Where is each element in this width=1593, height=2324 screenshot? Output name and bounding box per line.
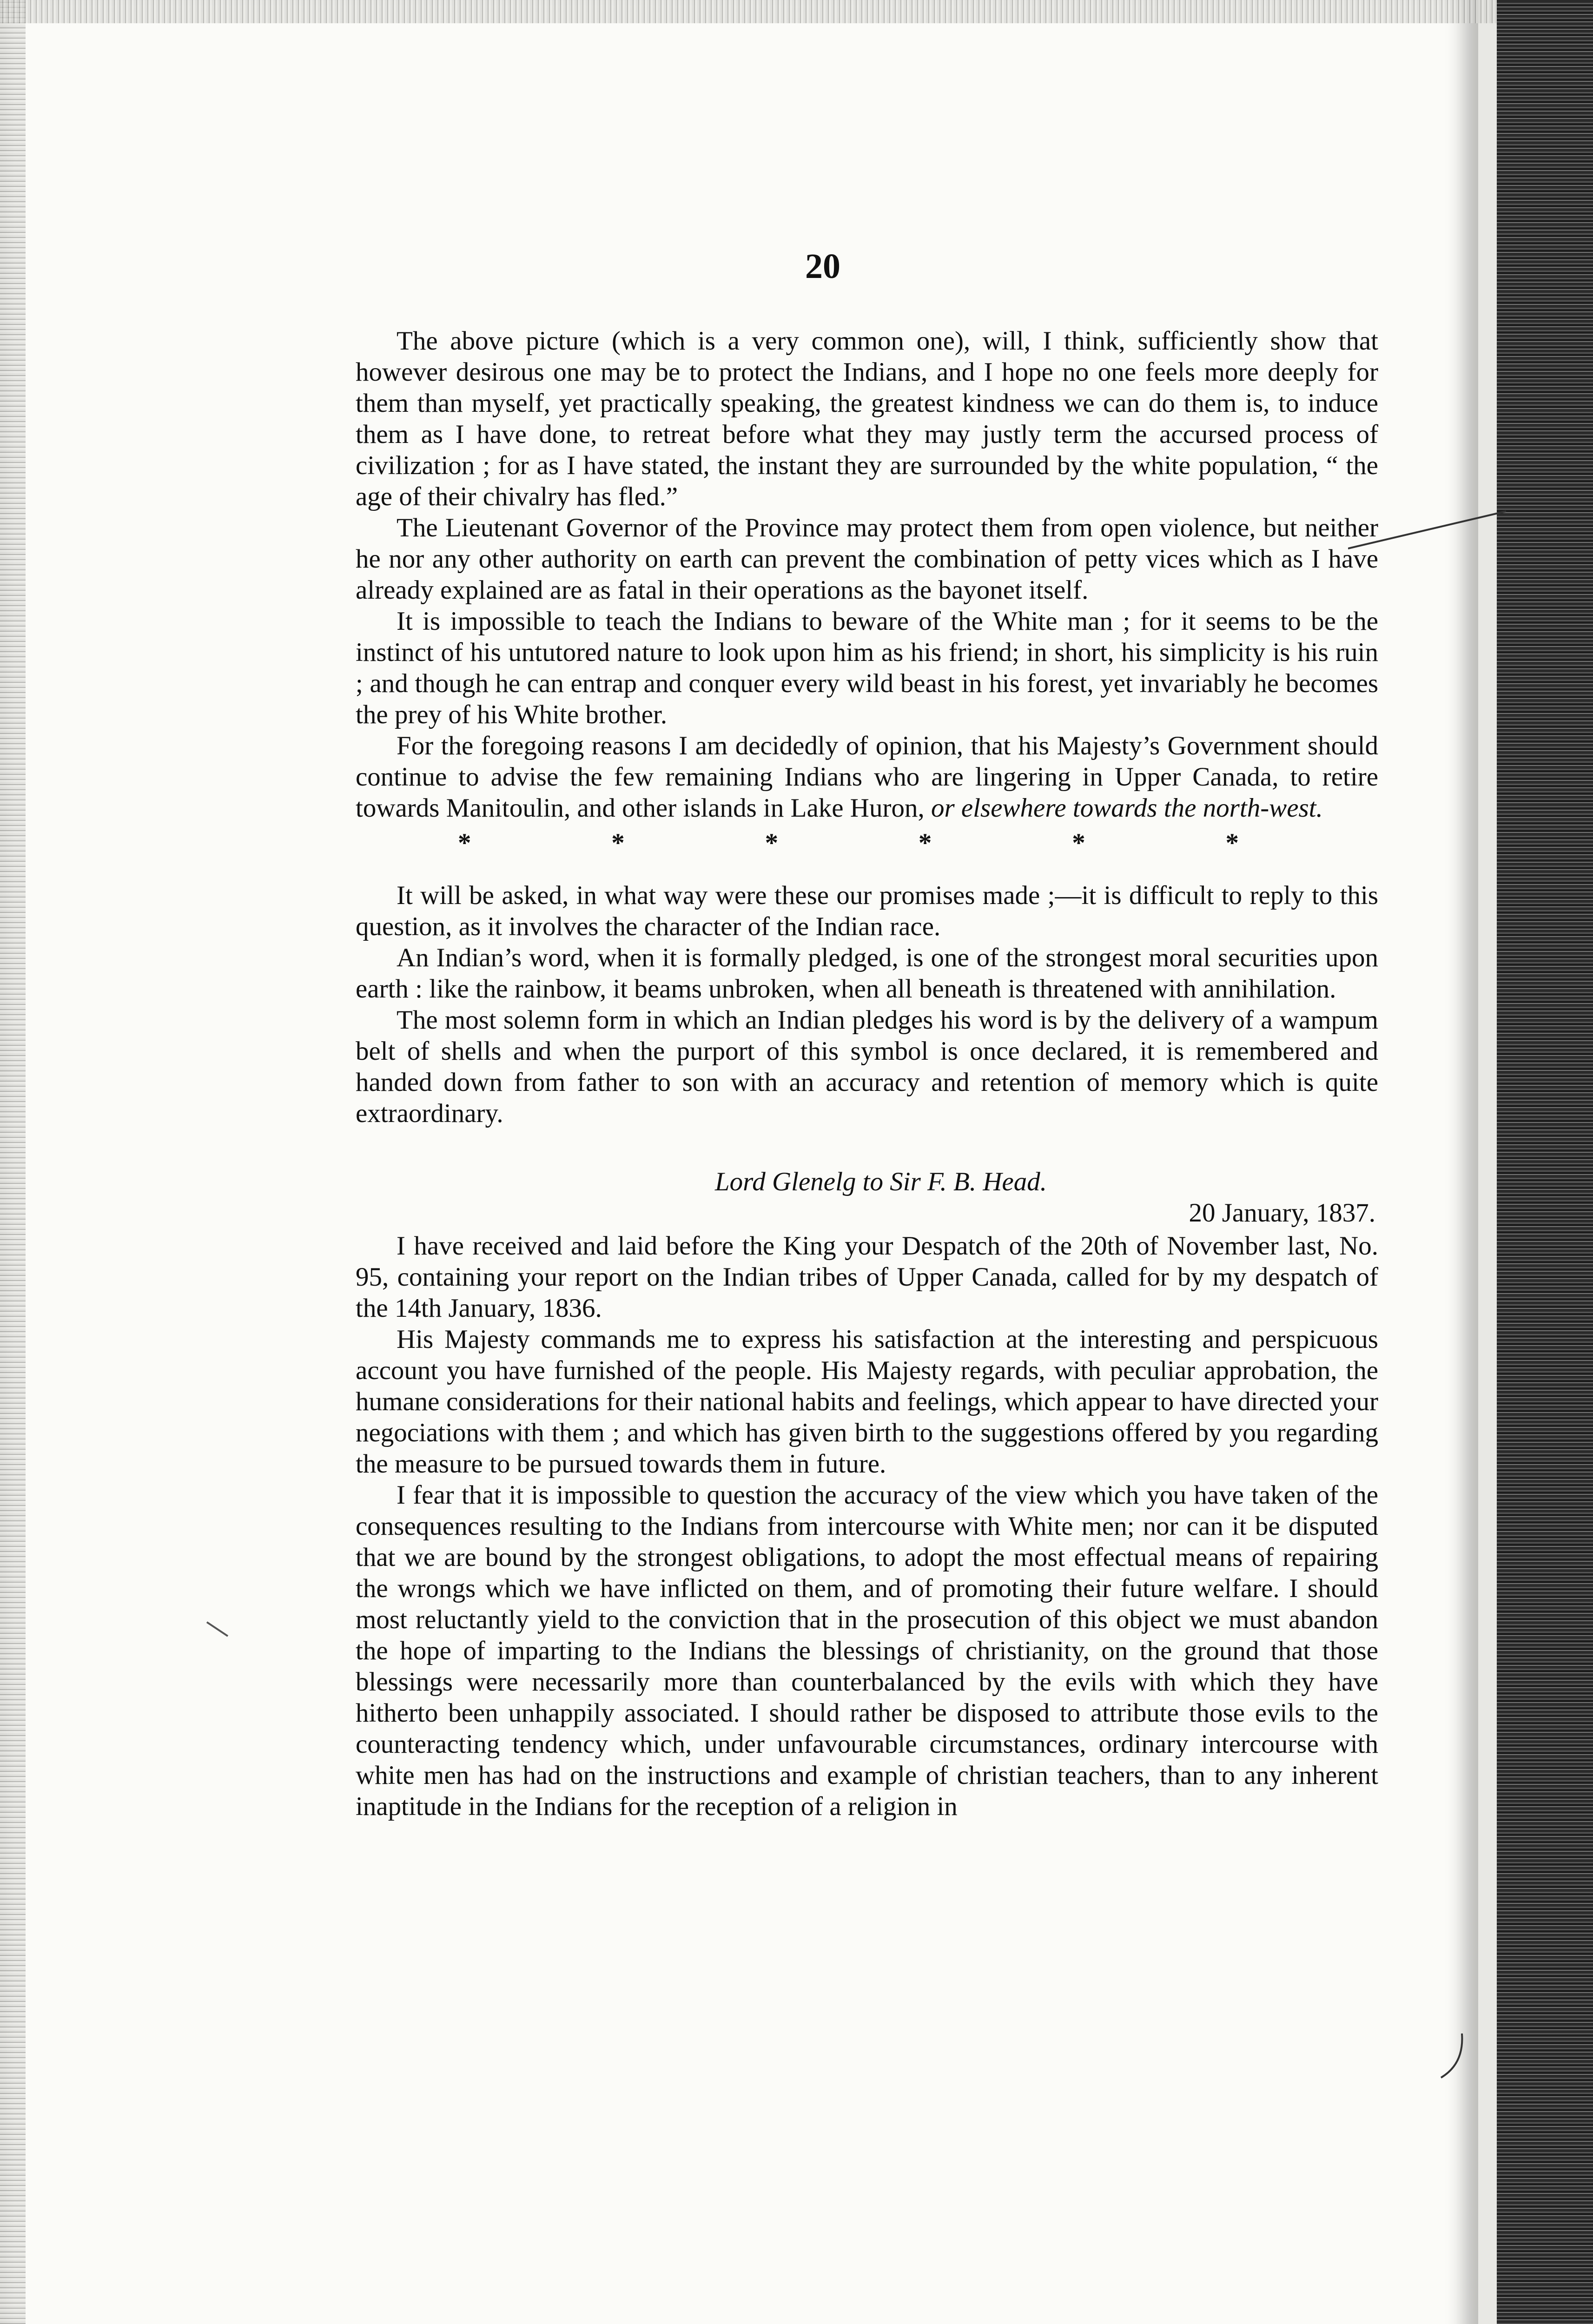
paragraph: I have received and laid before the King your Despatch of the 20th of November last, No. 95, containing your report on the Indian tribes of Upper Canada, called for by my despatch of the 14th January, 1836.	[356, 1231, 1378, 1323]
margin-pen-mark	[1436, 2031, 1474, 2082]
paragraph: His Majesty commands me to express his satisfaction at the interesting and perspicuous account you have furnished of the people. His Majesty regards, with peculiar approbation, the humane considerations for their national habits and feelings, which appear to have directed your negociations with them ; and which has given birth to the suggestions offered by you regarding the measure to be pursued towards them in future.	[356, 1325, 1378, 1479]
document-body	[356, 325, 1378, 1822]
star: *	[918, 828, 932, 858]
book-spine-edge	[1497, 0, 1593, 2324]
page-top-edge	[0, 0, 1497, 23]
section-break-stars	[356, 827, 1378, 858]
page-left-edge	[0, 0, 26, 2324]
letter-date: 20 January, 1837.	[1189, 1198, 1375, 1228]
letter-heading: Lord Glenelg to Sir F. B. Head.	[714, 1167, 1047, 1196]
star: *	[458, 828, 471, 858]
opinion-italic-text: or elsewhere towards the north-west.	[931, 793, 1323, 823]
margin-pen-mark	[1348, 502, 1515, 558]
paragraph: The above picture (which is a very common one), will, I think, sufficiently show that however desirous one may be to protect the Indians, and I hope no one feels more deeply for them than myself, yet practically speaking, the greatest kindness we can do them is, to induce them as I have done, to retreat before what they may justly term the accursed process of civilization ; for as I have stated, the instant they are surrounded by the white population, “ the age of their chivalry has fled.”	[356, 326, 1378, 511]
star: *	[611, 828, 625, 858]
paragraph: The most solemn form in which an Indian pledges his word is by the delivery of a wampum belt of shells and when the purport of this symbol is once declared, it is remembered and handed down from father to son with an accuracy and retention of memory which is quite extraordinary.	[356, 1005, 1378, 1128]
star: *	[1072, 828, 1085, 858]
page-number: 20	[805, 247, 840, 286]
star: *	[765, 828, 779, 858]
paragraph: It is impossible to teach the Indians to beware of the White man ; for it seems to be the instinct of his untutored nature to look upon him as his friend; in short, his simplicity is his ruin ; and though he can entrap and conquer every wild beast in his forest, yet invariably he becomes the prey of his White brother.	[356, 607, 1378, 729]
paragraph: An Indian’s word, when it is formally pledged, is one of the strongest moral securities upon earth : like the rainbow, it beams unbroken, when all beneath is threatened with annihilation.	[356, 943, 1378, 1004]
paragraph	[356, 730, 1378, 824]
paragraph: I fear that it is impossible to question the accuracy of the view which you have taken of the consequences resulting to the Indians from intercourse with White men; nor can it be disputed that we are bound by the strongest obligations, to adopt the most effectual means of repairing the wrongs which we have inflicted on them, and of promoting their future welfare. I should most reluctantly yield to the conviction that in the prosecution of this object we must abandon the hope of imparting to the Indians the blessings of christianity, on the ground that those blessings were necessarily more than counterbalanced by the evils with which they have hitherto been unhappily associated. I should rather be disposed to attribute those evils to the counteracting tendency which, under unfavourable circumstances, ordinary intercourse with white men has had on the instructions and example of christian teachers, than to any inherent inaptitude in the Indians for the reception of a religion in	[356, 1480, 1378, 1821]
opinion-text: For the foregoing reasons I am decidedly of opinion, that his Majesty’s Government should continue to advise the few remaining Indians who are lingering in Upper Canada, to retire towards Manitoulin, and other islands in Lake Huron,	[356, 731, 1378, 823]
star: *	[1225, 828, 1239, 858]
margin-pen-mark	[205, 1618, 232, 1641]
paragraph: It will be asked, in what way were these our promises made ;—it is difficult to reply to this question, as it involves the character of the Indian race.	[356, 881, 1378, 941]
paragraph: The Lieutenant Governor of the Province may protect them from open violence, but neither he nor any other authority on earth can prevent the combination of petty vices which as I have already explained are as fatal in their operations as the bayonet itself.	[356, 513, 1378, 605]
